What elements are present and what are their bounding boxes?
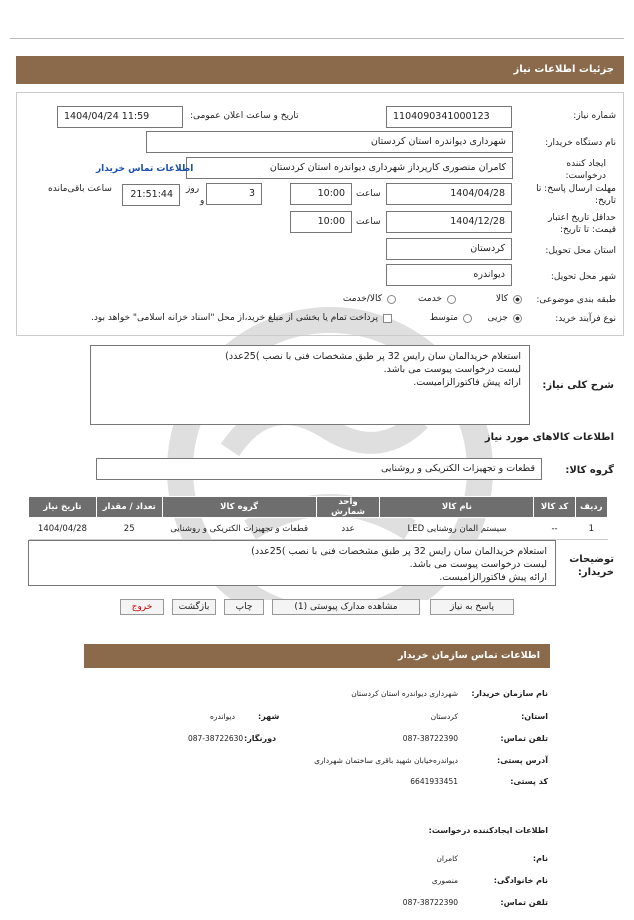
contact-postal-value: 6641933451 (410, 777, 458, 786)
contact-phone-value: 087-38722390 (402, 734, 458, 743)
city-field: دیواندره (386, 264, 512, 286)
deadline-time-label: ساعت (356, 189, 381, 199)
min-validity-date-field: 1404/12/28 (386, 211, 512, 233)
contact-province-label: استان: (521, 712, 548, 721)
category-option-service[interactable]: خدمت (418, 294, 456, 304)
process-label: نوع فرآیند خرید: (555, 314, 616, 324)
radio-icon[interactable] (447, 295, 456, 304)
contact-org-label: نام سازمان خریدار: (471, 689, 548, 698)
min-validity-time-label: ساعت (356, 217, 381, 227)
need-number-label: شماره نیاز: (573, 111, 616, 121)
announce-label: تاریخ و ساعت اعلان عمومی: (190, 111, 299, 121)
page-title: جزئیات اطلاعات نیاز (16, 56, 624, 84)
category-option-goods[interactable]: کالا (496, 294, 522, 304)
table-row (29, 518, 608, 540)
days-field: 3 (206, 183, 262, 205)
cell-row: 1 (575, 518, 607, 540)
payment-note-checkbox[interactable]: پرداخت تمام یا بخشی از مبلغ خرید،از محل "اسناد خزانه اسلامی" خواهد بود. (91, 313, 392, 323)
days-label: روز (186, 184, 200, 194)
creator-name-label: نام: (532, 854, 548, 863)
category-option-both[interactable]: کالا/خدمت (343, 294, 396, 304)
col-row: ردیف (575, 497, 607, 518)
contact-address-value: دیواندره‌خیابان شهید باقری ساختمان شهرداری (314, 756, 458, 765)
deadline-date-field: 1404/04/28 (386, 183, 512, 205)
contact-fax-value: 087-38722630 (188, 734, 244, 743)
creator-family-label: نام خانوادگی: (493, 876, 548, 885)
category-label: طبقه بندی موضوعی: (536, 295, 616, 305)
contact-address-label: آدرس پستی: (497, 756, 548, 765)
back-button[interactable]: بازگشت (172, 599, 216, 615)
col-quantity: تعداد / مقدار (96, 497, 162, 518)
cell-date: 1404/04/28 (29, 518, 97, 540)
goods-group-field: قطعات و تجهیزات الکتریکی و روشنایی (96, 458, 542, 480)
col-name: نام کالا (380, 497, 534, 518)
radio-icon[interactable] (513, 295, 522, 304)
buyer-contact-link[interactable]: اطلاعات تماس خریدار (96, 164, 194, 174)
creator-name-value: کامران (436, 854, 458, 863)
col-group: گروه کالا (162, 497, 316, 518)
remaining-label: ساعت باقی‌مانده (48, 184, 112, 194)
buyer-notes-label: توضیحات خریدار: (569, 554, 614, 578)
deadline-time-field: 10:00 (290, 183, 352, 205)
cell-code: -- (534, 518, 575, 540)
top-divider (10, 38, 624, 39)
min-validity-label: حداقل تاریخ اعتبار قیمت: تا تاریخ: (548, 213, 616, 235)
process-option-medium[interactable]: متوسط (430, 313, 472, 323)
contact-city-label: شهر: (258, 712, 280, 721)
creator-field: کامران منصوری کارپرداز شهرداری دیواندره استان کردستان (186, 157, 513, 179)
contact-postal-label: کد پستی: (510, 777, 548, 786)
cell-name: سیستم المان روشنایی LED (380, 518, 534, 540)
table-header-row (29, 497, 608, 518)
deadline-label: مهلت ارسال پاسخ: تا تاریخ: (536, 184, 616, 206)
radio-icon[interactable] (463, 314, 472, 323)
cell-group: قطعات و تجهیزات الکتریکی و روشنایی (162, 518, 316, 540)
creator-phone-label: تلفن تماس: (500, 898, 548, 907)
creator-phone-value: 087-38722390 (402, 898, 458, 907)
process-option-minor[interactable]: جزیی (487, 313, 522, 323)
province-label: استان محل تحویل: (545, 246, 616, 256)
cell-unit: عدد (316, 518, 380, 540)
cell-quantity: 25 (96, 518, 162, 540)
radio-icon[interactable] (387, 295, 396, 304)
remaining-time-field: 21:51:44 (122, 184, 180, 206)
col-code: کد کالا (534, 497, 575, 518)
contact-fax-label: دورنگار: (244, 734, 277, 743)
creator-label: ایجاد کننده درخواست: (565, 159, 606, 181)
exit-button[interactable]: خروج (120, 599, 164, 615)
col-unit: واحد شمارش (316, 497, 380, 518)
checkbox-icon[interactable] (383, 314, 392, 323)
description-field: استعلام خریدالمان سان رایس 32 پر طبق مشخصات فنی با نصب )25عدد) لیست درخواست پیوست می باشد. ارائه پیش فاکتورالزامیست. (90, 345, 530, 425)
print-button[interactable]: چاپ (224, 599, 264, 615)
col-date: تاریخ نیاز (29, 497, 97, 518)
buyer-notes-field: استعلام خریدالمان سان رایس 32 پر طبق مشخصات فنی با نصب )25عدد) لیست درخواست پیوست می باشد. ارائه پیش فاکتورالزامیست. (28, 540, 556, 586)
attachments-button[interactable]: مشاهده مدارک پیوستی (1) (272, 599, 420, 615)
contact-org-value: شهرداری دیواندره استان کردستان (351, 689, 458, 698)
need-number-field: 1104090341000123 (386, 106, 512, 128)
city-label: شهر محل تحویل: (550, 272, 616, 282)
goods-group-label: گروه کالا: (565, 465, 614, 476)
buyer-org-field: شهرداری دیواندره استان کردستان (146, 131, 513, 153)
radio-icon[interactable] (513, 314, 522, 323)
contact-province-value: کردستان (430, 712, 458, 721)
and-label: و (200, 196, 205, 206)
contact-section-title: اطلاعات تماس سازمان خریدار (84, 644, 550, 668)
contact-city-value: دیواندره (210, 712, 235, 721)
creator-family-value: منصوری (431, 876, 458, 885)
announce-field: 1404/04/24 11:59 (57, 106, 183, 128)
goods-table (28, 496, 608, 540)
reply-button[interactable]: پاسخ به نیاز (430, 599, 514, 615)
province-field: کردستان (386, 238, 512, 260)
creator-info-title: اطلاعات ایجادکننده درخواست: (428, 826, 548, 835)
min-validity-time-field: 10:00 (290, 211, 352, 233)
contact-phone-label: تلفن تماس: (500, 734, 548, 743)
goods-section-title: اطلاعات کالاهای مورد نیاز (484, 432, 614, 443)
buyer-org-label: نام دستگاه خریدار: (545, 138, 616, 148)
description-label: شرح کلی نیاز: (542, 380, 614, 391)
